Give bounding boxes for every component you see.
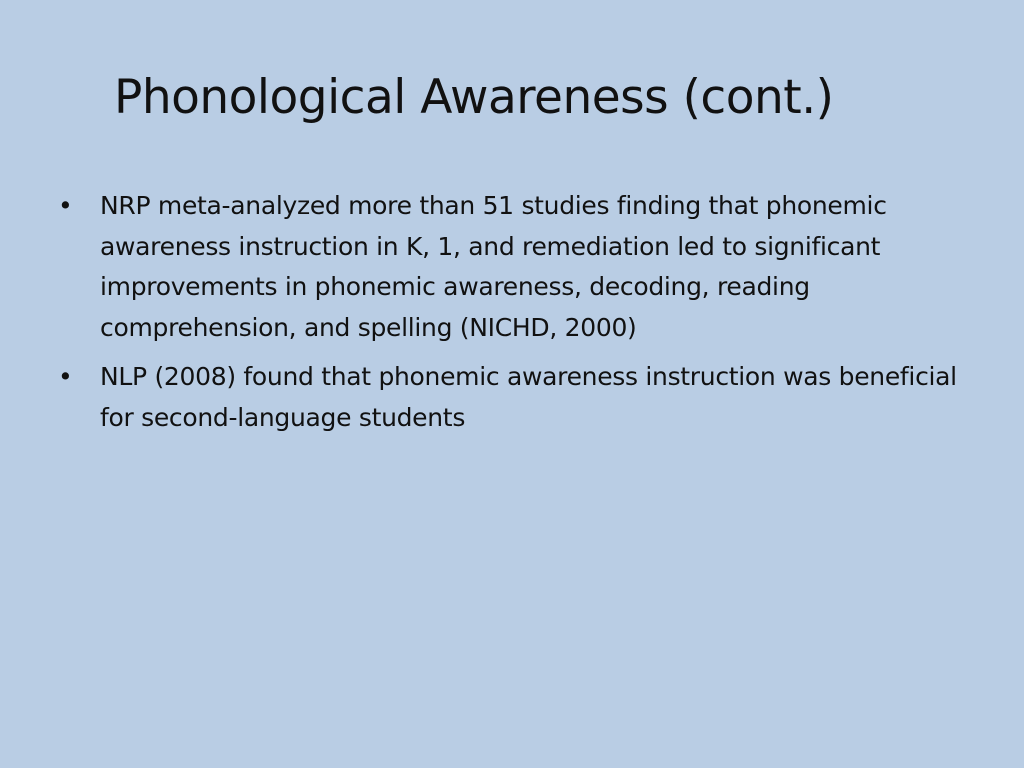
bullet-text: NRP meta-analyzed more than 51 studies finding that phonemic awareness instruction in K, 1, and remediation led to significant improvements in phonemic awareness, decoding, reading comprehension, and spelling (NICHD, 2000) (100, 191, 887, 342)
bullet-item (56, 357, 976, 438)
bullet-text: NLP (2008) found that phonemic awareness instruction was beneficial for second-language students (100, 362, 957, 432)
bullet-dot-icon: • (58, 362, 73, 392)
bullet-item (56, 186, 976, 348)
slide-title: Phonological Awareness (cont.) (114, 70, 834, 125)
bullet-list (56, 186, 976, 448)
bullet-dot-icon: • (58, 191, 73, 220)
